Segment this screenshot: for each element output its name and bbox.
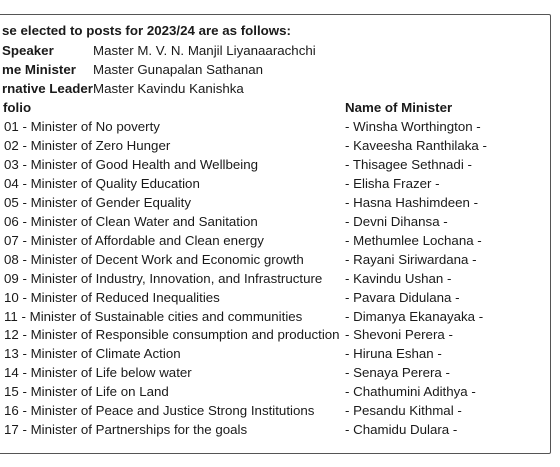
portfolio-cell: 13 - Minister of Climate Action [4, 346, 181, 362]
minister-cell: - Shevoni Perera - [345, 327, 453, 343]
minister-cell: - Senaya Perera - [345, 365, 450, 381]
minister-cell: - Chathumini Adithya - [345, 384, 476, 400]
portfolio-cell: 05 - Minister of Gender Equality [4, 194, 191, 210]
minister-cell: - Kavindu Ushan - [345, 270, 452, 286]
minister-cell: - Hasna Hashimdeen - [345, 194, 479, 210]
portfolio-cell: 10 - Minister of Reduced Inequalities [4, 289, 220, 305]
officer-role: Speaker [2, 43, 54, 58]
portfolio-cell: 16 - Minister of Peace and Justice Strong Institutions [4, 403, 315, 419]
officer-name: Master M. V. N. Manjil Liyanaarachchi [93, 43, 316, 58]
officer-role: me Minister [2, 62, 76, 77]
portfolio-cell: 17 - Minister of Partnerships for the goals [4, 422, 248, 438]
portfolio-header: folio [3, 100, 32, 115]
minister-cell: - Rayani Siriwardana - [345, 251, 477, 267]
portfolio-cell: 08 - Minister of Decent Work and Economic growth [4, 251, 304, 267]
portfolio-cell: 11 - Minister of Sustainable cities and communities [4, 308, 303, 324]
portfolio-cell: 01 - Minister of No poverty [4, 119, 160, 134]
officer-name: Master Gunapalan Sathanan [93, 62, 264, 77]
minister-cell: - Thisagee Sethnadi - [345, 156, 472, 172]
portfolio-cell: 07 - Minister of Affordable and Clean energy [4, 232, 264, 248]
minister-cell: - Pavara Didulana - [345, 289, 460, 305]
minister-cell: - Pesandu Kithmal - [345, 403, 462, 419]
officer-role: rnative Leader [2, 81, 93, 96]
portfolio-cell: 04 - Minister of Quality Education [4, 175, 200, 191]
minister-cell: - Dimanya Ekanayaka - [345, 308, 484, 324]
officer-name: Master Kavindu Kanishka [93, 81, 244, 96]
minister-cell: - Elisha Frazer - [345, 175, 440, 191]
portfolio-cell: 09 - Minister of Industry, Innovation, and Infrastructure [4, 270, 323, 286]
portfolio-cell: 12 - Minister of Responsible consumption and production [4, 327, 340, 343]
portfolio-cell: 14 - Minister of Life below water [4, 365, 192, 381]
portfolio-cell: 06 - Minister of Clean Water and Sanitation [4, 213, 258, 229]
minister-header: Name of Minister [345, 100, 453, 115]
intro-heading: se elected to posts for 2023/24 are as follows: [2, 23, 291, 38]
portfolio-cell: 02 - Minister of Zero Hunger [4, 137, 171, 153]
portfolio-cell: 03 - Minister of Good Health and Wellbeing [4, 156, 259, 172]
minister-cell: - Hiruna Eshan - [345, 346, 442, 362]
minister-cell: - Methumlee Lochana - [345, 232, 482, 248]
minister-cell: - Winsha Worthington - [345, 119, 481, 134]
minister-cell: - Chamidu Dulara - [345, 422, 458, 438]
portfolio-cell: 15 - Minister of Life on Land [4, 384, 169, 400]
minister-cell: - Kaveesha Ranthilaka - [345, 137, 487, 153]
minister-cell: - Devni Dihansa - [345, 213, 448, 229]
